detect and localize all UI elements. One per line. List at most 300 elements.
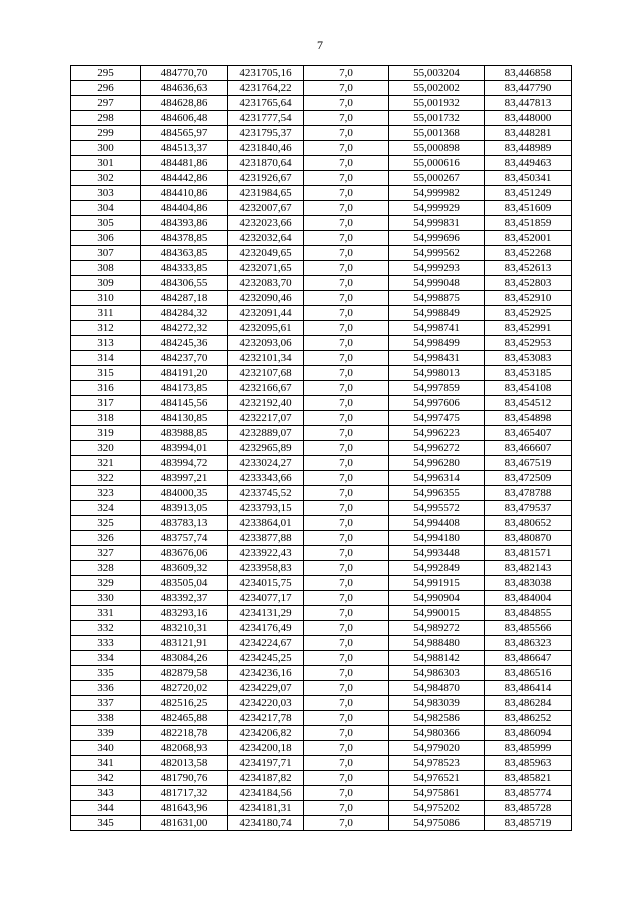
point-number-cell: 307 bbox=[71, 246, 141, 261]
point-number-cell: 328 bbox=[71, 561, 141, 576]
accuracy-cell: 7,0 bbox=[304, 591, 389, 606]
accuracy-cell: 7,0 bbox=[304, 651, 389, 666]
y-coordinate-cell: 4234131,29 bbox=[228, 606, 304, 621]
latitude-cell: 54,998431 bbox=[389, 351, 485, 366]
table-row bbox=[71, 441, 572, 456]
x-coordinate-cell: 484513,37 bbox=[141, 141, 228, 156]
y-coordinate-cell: 4232095,61 bbox=[228, 321, 304, 336]
y-coordinate-cell: 4234187,82 bbox=[228, 771, 304, 786]
longitude-cell: 83,452991 bbox=[485, 321, 572, 336]
y-coordinate-cell: 4232007,67 bbox=[228, 201, 304, 216]
point-number-cell: 341 bbox=[71, 756, 141, 771]
table-row bbox=[71, 366, 572, 381]
y-coordinate-cell: 4234077,17 bbox=[228, 591, 304, 606]
y-coordinate-cell: 4232049,65 bbox=[228, 246, 304, 261]
accuracy-cell: 7,0 bbox=[304, 186, 389, 201]
longitude-cell: 83,467519 bbox=[485, 456, 572, 471]
longitude-cell: 83,452613 bbox=[485, 261, 572, 276]
y-coordinate-cell: 4233922,43 bbox=[228, 546, 304, 561]
accuracy-cell: 7,0 bbox=[304, 216, 389, 231]
accuracy-cell: 7,0 bbox=[304, 801, 389, 816]
x-coordinate-cell: 483676,06 bbox=[141, 546, 228, 561]
x-coordinate-cell: 483757,74 bbox=[141, 531, 228, 546]
longitude-cell: 83,448989 bbox=[485, 141, 572, 156]
x-coordinate-cell: 483994,72 bbox=[141, 456, 228, 471]
x-coordinate-cell: 483293,16 bbox=[141, 606, 228, 621]
y-coordinate-cell: 4234176,49 bbox=[228, 621, 304, 636]
table-row bbox=[71, 486, 572, 501]
longitude-cell: 83,486323 bbox=[485, 636, 572, 651]
latitude-cell: 54,996272 bbox=[389, 441, 485, 456]
x-coordinate-cell: 484191,20 bbox=[141, 366, 228, 381]
point-number-cell: 326 bbox=[71, 531, 141, 546]
accuracy-cell: 7,0 bbox=[304, 516, 389, 531]
point-number-cell: 314 bbox=[71, 351, 141, 366]
accuracy-cell: 7,0 bbox=[304, 426, 389, 441]
x-coordinate-cell: 483783,13 bbox=[141, 516, 228, 531]
y-coordinate-cell: 4232091,44 bbox=[228, 306, 304, 321]
accuracy-cell: 7,0 bbox=[304, 246, 389, 261]
accuracy-cell: 7,0 bbox=[304, 486, 389, 501]
point-number-cell: 298 bbox=[71, 111, 141, 126]
point-number-cell: 302 bbox=[71, 171, 141, 186]
longitude-cell: 83,466607 bbox=[485, 441, 572, 456]
point-number-cell: 334 bbox=[71, 651, 141, 666]
x-coordinate-cell: 481717,32 bbox=[141, 786, 228, 801]
point-number-cell: 324 bbox=[71, 501, 141, 516]
accuracy-cell: 7,0 bbox=[304, 576, 389, 591]
accuracy-cell: 7,0 bbox=[304, 111, 389, 126]
point-number-cell: 331 bbox=[71, 606, 141, 621]
latitude-cell: 54,997606 bbox=[389, 396, 485, 411]
x-coordinate-cell: 482013,58 bbox=[141, 756, 228, 771]
point-number-cell: 306 bbox=[71, 231, 141, 246]
point-number-cell: 313 bbox=[71, 336, 141, 351]
y-coordinate-cell: 4234236,16 bbox=[228, 666, 304, 681]
point-number-cell: 321 bbox=[71, 456, 141, 471]
y-coordinate-cell: 4233877,88 bbox=[228, 531, 304, 546]
point-number-cell: 312 bbox=[71, 321, 141, 336]
latitude-cell: 54,996223 bbox=[389, 426, 485, 441]
y-coordinate-cell: 4232217,07 bbox=[228, 411, 304, 426]
point-number-cell: 319 bbox=[71, 426, 141, 441]
latitude-cell: 54,978523 bbox=[389, 756, 485, 771]
longitude-cell: 83,452803 bbox=[485, 276, 572, 291]
table-row bbox=[71, 576, 572, 591]
longitude-cell: 83,485963 bbox=[485, 756, 572, 771]
longitude-cell: 83,486252 bbox=[485, 711, 572, 726]
latitude-cell: 54,982586 bbox=[389, 711, 485, 726]
accuracy-cell: 7,0 bbox=[304, 756, 389, 771]
point-number-cell: 311 bbox=[71, 306, 141, 321]
longitude-cell: 83,484004 bbox=[485, 591, 572, 606]
point-number-cell: 303 bbox=[71, 186, 141, 201]
x-coordinate-cell: 482465,88 bbox=[141, 711, 228, 726]
table-row bbox=[71, 621, 572, 636]
longitude-cell: 83,486094 bbox=[485, 726, 572, 741]
accuracy-cell: 7,0 bbox=[304, 141, 389, 156]
coordinates-table bbox=[70, 65, 572, 831]
longitude-cell: 83,454108 bbox=[485, 381, 572, 396]
point-number-cell: 296 bbox=[71, 81, 141, 96]
table-row bbox=[71, 636, 572, 651]
longitude-cell: 83,484855 bbox=[485, 606, 572, 621]
x-coordinate-cell: 484245,36 bbox=[141, 336, 228, 351]
table-row bbox=[71, 591, 572, 606]
table-row bbox=[71, 561, 572, 576]
x-coordinate-cell: 482218,78 bbox=[141, 726, 228, 741]
longitude-cell: 83,452925 bbox=[485, 306, 572, 321]
coordinates-table-body bbox=[71, 66, 572, 831]
longitude-cell: 83,450341 bbox=[485, 171, 572, 186]
point-number-cell: 325 bbox=[71, 516, 141, 531]
accuracy-cell: 7,0 bbox=[304, 171, 389, 186]
y-coordinate-cell: 4233024,27 bbox=[228, 456, 304, 471]
table-row bbox=[71, 801, 572, 816]
latitude-cell: 54,986303 bbox=[389, 666, 485, 681]
table-row bbox=[71, 126, 572, 141]
table-row bbox=[71, 696, 572, 711]
longitude-cell: 83,451859 bbox=[485, 216, 572, 231]
y-coordinate-cell: 4234181,31 bbox=[228, 801, 304, 816]
x-coordinate-cell: 483505,04 bbox=[141, 576, 228, 591]
x-coordinate-cell: 484272,32 bbox=[141, 321, 228, 336]
longitude-cell: 83,472509 bbox=[485, 471, 572, 486]
x-coordinate-cell: 484000,35 bbox=[141, 486, 228, 501]
point-number-cell: 304 bbox=[71, 201, 141, 216]
accuracy-cell: 7,0 bbox=[304, 696, 389, 711]
latitude-cell: 54,999696 bbox=[389, 231, 485, 246]
longitude-cell: 83,485719 bbox=[485, 816, 572, 831]
longitude-cell: 83,481571 bbox=[485, 546, 572, 561]
accuracy-cell: 7,0 bbox=[304, 366, 389, 381]
y-coordinate-cell: 4233343,66 bbox=[228, 471, 304, 486]
table-row bbox=[71, 681, 572, 696]
accuracy-cell: 7,0 bbox=[304, 381, 389, 396]
point-number-cell: 342 bbox=[71, 771, 141, 786]
y-coordinate-cell: 4232192,40 bbox=[228, 396, 304, 411]
longitude-cell: 83,452268 bbox=[485, 246, 572, 261]
longitude-cell: 83,486284 bbox=[485, 696, 572, 711]
accuracy-cell: 7,0 bbox=[304, 411, 389, 426]
table-row bbox=[71, 471, 572, 486]
table-row bbox=[71, 96, 572, 111]
longitude-cell: 83,478788 bbox=[485, 486, 572, 501]
latitude-cell: 54,996355 bbox=[389, 486, 485, 501]
longitude-cell: 83,454512 bbox=[485, 396, 572, 411]
longitude-cell: 83,485774 bbox=[485, 786, 572, 801]
latitude-cell: 54,999982 bbox=[389, 186, 485, 201]
longitude-cell: 83,452001 bbox=[485, 231, 572, 246]
latitude-cell: 54,984870 bbox=[389, 681, 485, 696]
x-coordinate-cell: 484636,63 bbox=[141, 81, 228, 96]
x-coordinate-cell: 484770,70 bbox=[141, 66, 228, 81]
y-coordinate-cell: 4231765,64 bbox=[228, 96, 304, 111]
accuracy-cell: 7,0 bbox=[304, 501, 389, 516]
accuracy-cell: 7,0 bbox=[304, 471, 389, 486]
y-coordinate-cell: 4234224,67 bbox=[228, 636, 304, 651]
table-row bbox=[71, 231, 572, 246]
y-coordinate-cell: 4232071,65 bbox=[228, 261, 304, 276]
latitude-cell: 54,975202 bbox=[389, 801, 485, 816]
x-coordinate-cell: 484306,55 bbox=[141, 276, 228, 291]
latitude-cell: 54,995572 bbox=[389, 501, 485, 516]
y-coordinate-cell: 4234015,75 bbox=[228, 576, 304, 591]
accuracy-cell: 7,0 bbox=[304, 261, 389, 276]
accuracy-cell: 7,0 bbox=[304, 546, 389, 561]
table-row bbox=[71, 111, 572, 126]
y-coordinate-cell: 4231764,22 bbox=[228, 81, 304, 96]
y-coordinate-cell: 4232090,46 bbox=[228, 291, 304, 306]
accuracy-cell: 7,0 bbox=[304, 456, 389, 471]
point-number-cell: 299 bbox=[71, 126, 141, 141]
accuracy-cell: 7,0 bbox=[304, 351, 389, 366]
x-coordinate-cell: 484130,85 bbox=[141, 411, 228, 426]
point-number-cell: 344 bbox=[71, 801, 141, 816]
x-coordinate-cell: 483121,91 bbox=[141, 636, 228, 651]
y-coordinate-cell: 4234220,03 bbox=[228, 696, 304, 711]
accuracy-cell: 7,0 bbox=[304, 726, 389, 741]
accuracy-cell: 7,0 bbox=[304, 561, 389, 576]
latitude-cell: 54,988480 bbox=[389, 636, 485, 651]
latitude-cell: 54,997859 bbox=[389, 381, 485, 396]
latitude-cell: 55,003204 bbox=[389, 66, 485, 81]
accuracy-cell: 7,0 bbox=[304, 276, 389, 291]
accuracy-cell: 7,0 bbox=[304, 156, 389, 171]
accuracy-cell: 7,0 bbox=[304, 621, 389, 636]
x-coordinate-cell: 484333,85 bbox=[141, 261, 228, 276]
x-coordinate-cell: 484287,18 bbox=[141, 291, 228, 306]
latitude-cell: 54,998499 bbox=[389, 336, 485, 351]
x-coordinate-cell: 483913,05 bbox=[141, 501, 228, 516]
x-coordinate-cell: 482516,25 bbox=[141, 696, 228, 711]
longitude-cell: 83,485566 bbox=[485, 621, 572, 636]
x-coordinate-cell: 483609,32 bbox=[141, 561, 228, 576]
table-row bbox=[71, 516, 572, 531]
accuracy-cell: 7,0 bbox=[304, 126, 389, 141]
table-row bbox=[71, 81, 572, 96]
x-coordinate-cell: 484628,86 bbox=[141, 96, 228, 111]
x-coordinate-cell: 482879,58 bbox=[141, 666, 228, 681]
table-row bbox=[71, 321, 572, 336]
x-coordinate-cell: 484481,86 bbox=[141, 156, 228, 171]
y-coordinate-cell: 4231840,46 bbox=[228, 141, 304, 156]
y-coordinate-cell: 4232093,06 bbox=[228, 336, 304, 351]
y-coordinate-cell: 4233793,15 bbox=[228, 501, 304, 516]
latitude-cell: 55,001368 bbox=[389, 126, 485, 141]
longitude-cell: 83,449463 bbox=[485, 156, 572, 171]
latitude-cell: 55,000616 bbox=[389, 156, 485, 171]
table-row bbox=[71, 711, 572, 726]
table-row bbox=[71, 291, 572, 306]
latitude-cell: 54,975086 bbox=[389, 816, 485, 831]
x-coordinate-cell: 484173,85 bbox=[141, 381, 228, 396]
y-coordinate-cell: 4232889,07 bbox=[228, 426, 304, 441]
y-coordinate-cell: 4234245,25 bbox=[228, 651, 304, 666]
longitude-cell: 83,451249 bbox=[485, 186, 572, 201]
longitude-cell: 83,485821 bbox=[485, 771, 572, 786]
y-coordinate-cell: 4234197,71 bbox=[228, 756, 304, 771]
accuracy-cell: 7,0 bbox=[304, 81, 389, 96]
x-coordinate-cell: 483084,26 bbox=[141, 651, 228, 666]
accuracy-cell: 7,0 bbox=[304, 66, 389, 81]
y-coordinate-cell: 4234217,78 bbox=[228, 711, 304, 726]
table-row bbox=[71, 336, 572, 351]
latitude-cell: 54,997475 bbox=[389, 411, 485, 426]
point-number-cell: 338 bbox=[71, 711, 141, 726]
y-coordinate-cell: 4232166,67 bbox=[228, 381, 304, 396]
table-row bbox=[71, 426, 572, 441]
point-number-cell: 309 bbox=[71, 276, 141, 291]
table-row bbox=[71, 261, 572, 276]
x-coordinate-cell: 481790,76 bbox=[141, 771, 228, 786]
latitude-cell: 55,001732 bbox=[389, 111, 485, 126]
point-number-cell: 335 bbox=[71, 666, 141, 681]
accuracy-cell: 7,0 bbox=[304, 741, 389, 756]
point-number-cell: 318 bbox=[71, 411, 141, 426]
point-number-cell: 340 bbox=[71, 741, 141, 756]
table-row bbox=[71, 651, 572, 666]
y-coordinate-cell: 4231926,67 bbox=[228, 171, 304, 186]
point-number-cell: 317 bbox=[71, 396, 141, 411]
x-coordinate-cell: 482068,93 bbox=[141, 741, 228, 756]
point-number-cell: 297 bbox=[71, 96, 141, 111]
table-row bbox=[71, 156, 572, 171]
point-number-cell: 315 bbox=[71, 366, 141, 381]
longitude-cell: 83,447813 bbox=[485, 96, 572, 111]
accuracy-cell: 7,0 bbox=[304, 396, 389, 411]
point-number-cell: 330 bbox=[71, 591, 141, 606]
longitude-cell: 83,453185 bbox=[485, 366, 572, 381]
latitude-cell: 54,990904 bbox=[389, 591, 485, 606]
latitude-cell: 54,993448 bbox=[389, 546, 485, 561]
y-coordinate-cell: 4231870,64 bbox=[228, 156, 304, 171]
longitude-cell: 83,454898 bbox=[485, 411, 572, 426]
point-number-cell: 295 bbox=[71, 66, 141, 81]
y-coordinate-cell: 4234206,82 bbox=[228, 726, 304, 741]
latitude-cell: 54,976521 bbox=[389, 771, 485, 786]
latitude-cell: 54,994180 bbox=[389, 531, 485, 546]
longitude-cell: 83,480652 bbox=[485, 516, 572, 531]
latitude-cell: 54,991915 bbox=[389, 576, 485, 591]
accuracy-cell: 7,0 bbox=[304, 291, 389, 306]
latitude-cell: 54,999929 bbox=[389, 201, 485, 216]
table-row bbox=[71, 771, 572, 786]
table-row bbox=[71, 171, 572, 186]
y-coordinate-cell: 4232107,68 bbox=[228, 366, 304, 381]
longitude-cell: 83,480870 bbox=[485, 531, 572, 546]
point-number-cell: 327 bbox=[71, 546, 141, 561]
x-coordinate-cell: 483210,31 bbox=[141, 621, 228, 636]
latitude-cell: 55,002002 bbox=[389, 81, 485, 96]
accuracy-cell: 7,0 bbox=[304, 336, 389, 351]
latitude-cell: 54,998013 bbox=[389, 366, 485, 381]
page-number: 7 bbox=[317, 38, 323, 52]
table-row bbox=[71, 381, 572, 396]
longitude-cell: 83,486647 bbox=[485, 651, 572, 666]
table-row bbox=[71, 141, 572, 156]
y-coordinate-cell: 4231984,65 bbox=[228, 186, 304, 201]
point-number-cell: 310 bbox=[71, 291, 141, 306]
latitude-cell: 54,998849 bbox=[389, 306, 485, 321]
accuracy-cell: 7,0 bbox=[304, 666, 389, 681]
x-coordinate-cell: 483997,21 bbox=[141, 471, 228, 486]
table-row bbox=[71, 216, 572, 231]
x-coordinate-cell: 481643,96 bbox=[141, 801, 228, 816]
table-row bbox=[71, 351, 572, 366]
point-number-cell: 345 bbox=[71, 816, 141, 831]
y-coordinate-cell: 4232032,64 bbox=[228, 231, 304, 246]
table-row bbox=[71, 66, 572, 81]
longitude-cell: 83,482143 bbox=[485, 561, 572, 576]
latitude-cell: 54,990015 bbox=[389, 606, 485, 621]
table-row bbox=[71, 396, 572, 411]
point-number-cell: 332 bbox=[71, 621, 141, 636]
x-coordinate-cell: 483994,01 bbox=[141, 441, 228, 456]
table-row bbox=[71, 816, 572, 831]
longitude-cell: 83,485728 bbox=[485, 801, 572, 816]
x-coordinate-cell: 484404,86 bbox=[141, 201, 228, 216]
longitude-cell: 83,465407 bbox=[485, 426, 572, 441]
table-row bbox=[71, 606, 572, 621]
accuracy-cell: 7,0 bbox=[304, 231, 389, 246]
latitude-cell: 54,999831 bbox=[389, 216, 485, 231]
y-coordinate-cell: 4232965,89 bbox=[228, 441, 304, 456]
latitude-cell: 54,998875 bbox=[389, 291, 485, 306]
y-coordinate-cell: 4232101,34 bbox=[228, 351, 304, 366]
latitude-cell: 54,999562 bbox=[389, 246, 485, 261]
table-row bbox=[71, 501, 572, 516]
y-coordinate-cell: 4233745,52 bbox=[228, 486, 304, 501]
accuracy-cell: 7,0 bbox=[304, 441, 389, 456]
y-coordinate-cell: 4234180,74 bbox=[228, 816, 304, 831]
y-coordinate-cell: 4234229,07 bbox=[228, 681, 304, 696]
longitude-cell: 83,453083 bbox=[485, 351, 572, 366]
accuracy-cell: 7,0 bbox=[304, 636, 389, 651]
accuracy-cell: 7,0 bbox=[304, 306, 389, 321]
table-row bbox=[71, 666, 572, 681]
table-row bbox=[71, 306, 572, 321]
y-coordinate-cell: 4232083,70 bbox=[228, 276, 304, 291]
point-number-cell: 305 bbox=[71, 216, 141, 231]
latitude-cell: 54,989272 bbox=[389, 621, 485, 636]
y-coordinate-cell: 4234200,18 bbox=[228, 741, 304, 756]
accuracy-cell: 7,0 bbox=[304, 321, 389, 336]
accuracy-cell: 7,0 bbox=[304, 771, 389, 786]
longitude-cell: 83,447790 bbox=[485, 81, 572, 96]
point-number-cell: 322 bbox=[71, 471, 141, 486]
y-coordinate-cell: 4232023,66 bbox=[228, 216, 304, 231]
longitude-cell: 83,448000 bbox=[485, 111, 572, 126]
x-coordinate-cell: 484565,97 bbox=[141, 126, 228, 141]
latitude-cell: 55,000267 bbox=[389, 171, 485, 186]
accuracy-cell: 7,0 bbox=[304, 531, 389, 546]
table-row bbox=[71, 741, 572, 756]
accuracy-cell: 7,0 bbox=[304, 606, 389, 621]
longitude-cell: 83,446858 bbox=[485, 66, 572, 81]
latitude-cell: 54,975861 bbox=[389, 786, 485, 801]
point-number-cell: 301 bbox=[71, 156, 141, 171]
x-coordinate-cell: 484606,48 bbox=[141, 111, 228, 126]
accuracy-cell: 7,0 bbox=[304, 711, 389, 726]
y-coordinate-cell: 4233864,01 bbox=[228, 516, 304, 531]
y-coordinate-cell: 4231705,16 bbox=[228, 66, 304, 81]
table-row bbox=[71, 531, 572, 546]
point-number-cell: 329 bbox=[71, 576, 141, 591]
latitude-cell: 54,980366 bbox=[389, 726, 485, 741]
longitude-cell: 83,451609 bbox=[485, 201, 572, 216]
point-number-cell: 323 bbox=[71, 486, 141, 501]
